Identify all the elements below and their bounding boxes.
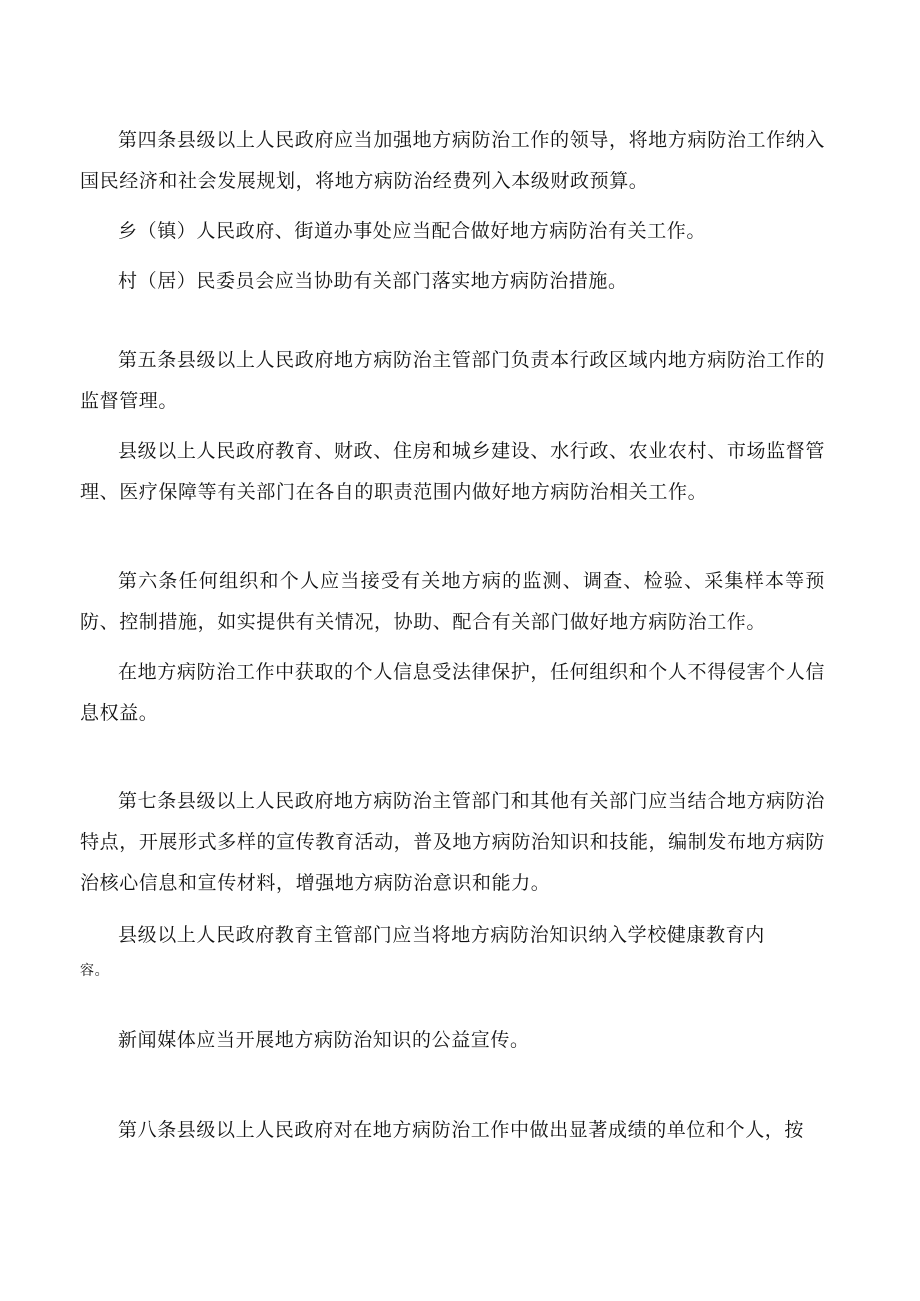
paragraph-article-5: 第五条县级以上人民政府地方病防治主管部门负责本行政区域内地方病防治工作的监督管理。 bbox=[80, 349, 825, 412]
paragraph-article-8: 第八条县级以上人民政府对在地方病防治工作中做出显著成绩的单位和个人，按 bbox=[118, 1119, 805, 1141]
paragraph-related-departments: 县级以上人民政府教育、财政、住房和城乡建设、水行政、农业农村、市场监督管理、医疗保障等有关部门在各自的职责范围内做好地方病防治相关工作。 bbox=[80, 440, 825, 503]
paragraph-personal-information: 在地方病防治工作中获取的个人信息受法律保护，任何组织和个人不得侵害个人信息权益。 bbox=[80, 661, 825, 724]
paragraph-article-6: 第六条任何组织和个人应当接受有关地方病的监测、调查、检验、采集样本等预防、控制措施，如实提供有关情况，协助、配合有关部门做好地方病防治工作。 bbox=[80, 570, 825, 633]
paragraph-education-department: 县级以上人民政府教育主管部门应当将地方病防治知识纳入学校健康教育内 bbox=[118, 924, 765, 946]
paragraph-township-government: 乡（镇）人民政府、街道办事处应当配合做好地方病防治有关工作。 bbox=[118, 220, 707, 242]
paragraph-article-7: 第七条县级以上人民政府地方病防治主管部门和其他有关部门应当结合地方病防治特点，开展形式多样的宣传教育活动，普及地方病防治知识和技能，编制发布地方病防治核心信息和宣传材料，增强地方病防治意识和能力。 bbox=[80, 790, 825, 894]
paragraph-village-committee: 村（居）民委员会应当协助有关部门落实地方病防治措施。 bbox=[118, 270, 628, 292]
paragraph-news-media: 新闻媒体应当开展地方病防治知识的公益宣传。 bbox=[118, 1029, 530, 1051]
paragraph-article-4: 第四条县级以上人民政府应当加强地方病防治工作的领导，将地方病防治工作纳入国民经济和社会发展规划，将地方病防治经费列入本级财政预算。 bbox=[80, 129, 825, 192]
paragraph-continuation: 容。 bbox=[80, 963, 110, 979]
